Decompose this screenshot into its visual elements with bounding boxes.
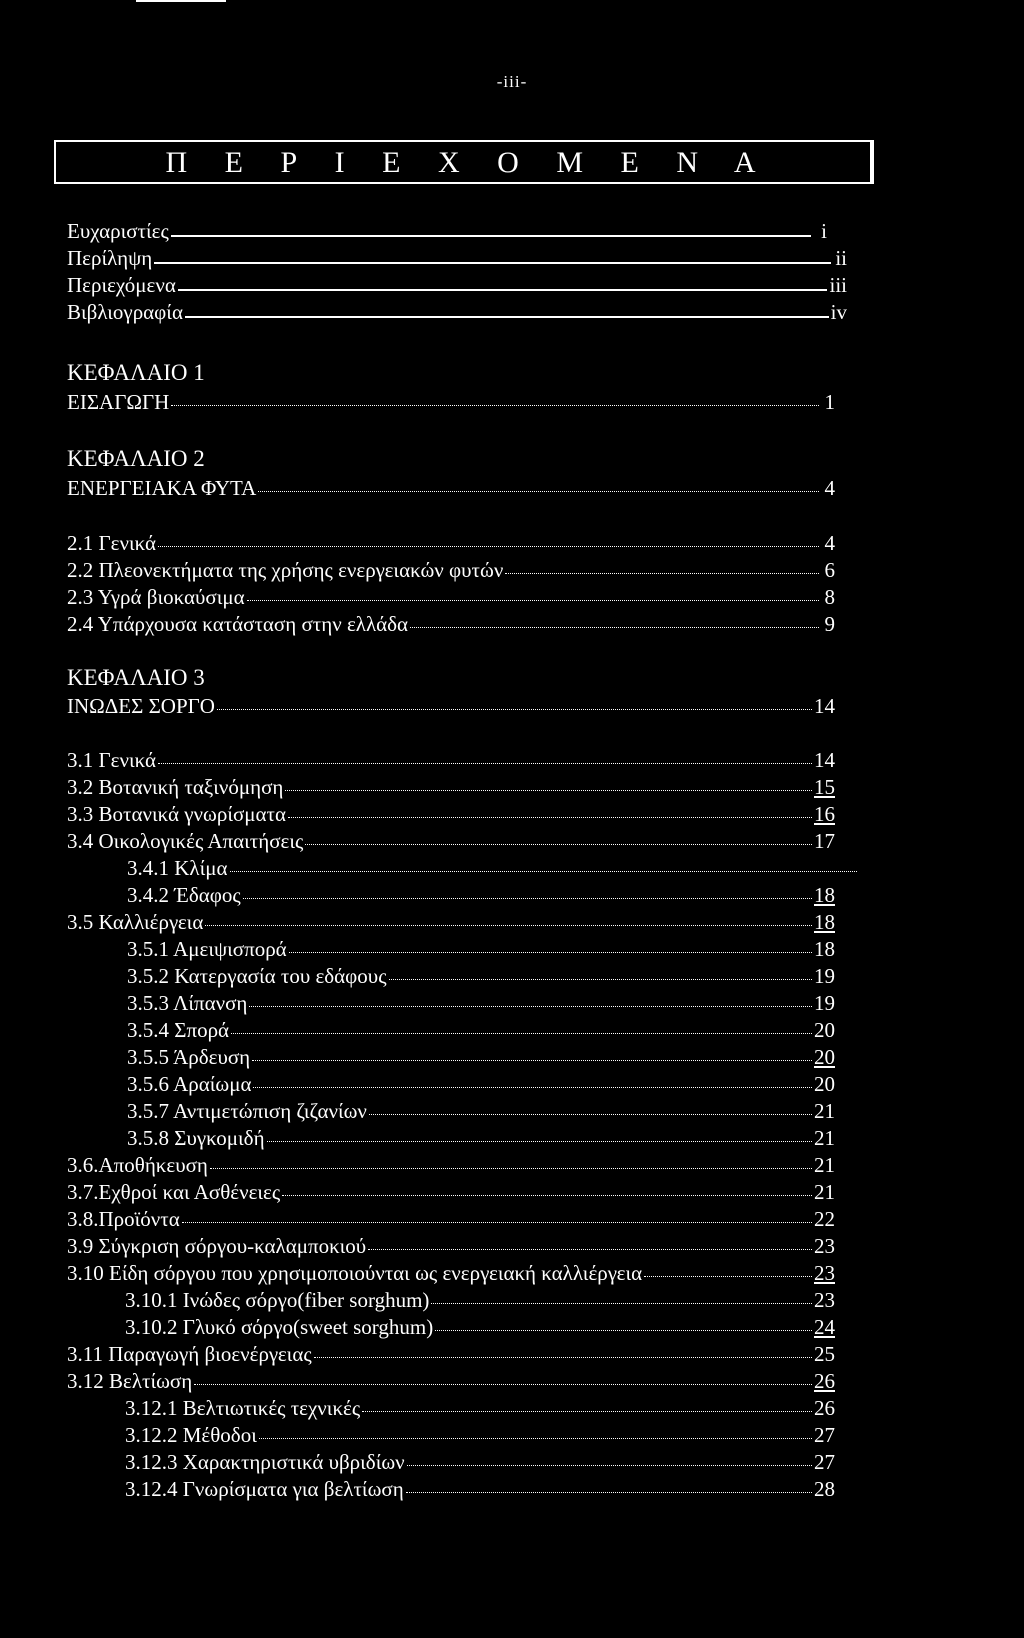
toc-entry-bibliography[interactable] [67, 299, 847, 325]
leader-line [389, 979, 812, 980]
leader-line [435, 1330, 812, 1331]
toc-entry-page: 4 [824, 476, 835, 500]
leader-line [205, 925, 812, 926]
leader-line [431, 1303, 812, 1304]
leader-line [158, 763, 812, 764]
toc-entry-subsection[interactable] [125, 1422, 835, 1448]
toc-entry-subsection[interactable] [127, 1071, 835, 1097]
toc-entry-section[interactable] [67, 1368, 835, 1394]
toc-entry-label: 3.5 Καλλιέργεια [67, 910, 204, 934]
toc-entry-label: 3.10.2 Γλυκό σόργο(sweet sorghum) [125, 1315, 434, 1339]
toc-entry-page: 20 [814, 1072, 835, 1096]
toc-entry-page: 22 [814, 1207, 835, 1231]
leader-line [210, 1168, 812, 1169]
leader-line [289, 952, 812, 953]
toc-entry-section[interactable] [67, 1206, 835, 1232]
leader-line [314, 1357, 812, 1358]
toc-entry-subsection[interactable] [125, 1287, 835, 1313]
toc-entry-page: 16 [814, 802, 835, 826]
toc-entry-page: 20 [814, 1045, 835, 1069]
leader-line [243, 898, 812, 899]
toc-entry-page: 21 [814, 1126, 835, 1150]
leader-line [253, 1087, 812, 1088]
toc-entry-page: 28 [814, 1477, 835, 1501]
toc-entry-page: 20 [814, 1018, 835, 1042]
toc-entry-label: Περιεχόμενα [67, 273, 176, 297]
toc-entry-page: ii [835, 246, 847, 270]
toc-entry-page: i [821, 219, 827, 243]
toc-entry-chapter-3[interactable] [67, 693, 835, 719]
toc-entry-subsection[interactable] [127, 990, 835, 1016]
toc-entry-subsection[interactable] [127, 963, 835, 989]
toc-entry-label: 3.5.7 Αντιμετώπιση ζιζανίων [127, 1099, 367, 1123]
leader-line [158, 546, 819, 547]
toc-entry-page: iii [829, 273, 847, 297]
leader-line [369, 1114, 812, 1115]
toc-entry-subsection[interactable] [125, 1395, 835, 1421]
toc-entry-section[interactable] [67, 1341, 835, 1367]
toc-entry-label: 3.5.4 Σπορά [127, 1018, 230, 1042]
chapter-heading: ΚΕΦΑΛΑΙΟ 1 [67, 360, 205, 385]
leader-line [362, 1411, 812, 1412]
leader-line [182, 1222, 812, 1223]
toc-entry-label: 3.5.8 Συγκομιδή [127, 1126, 265, 1150]
toc-entry-label: 3.5.6 Αραίωμα [127, 1072, 252, 1096]
toc-entry-page: 21 [814, 1099, 835, 1123]
leader-line [171, 405, 819, 406]
toc-entry-page: 19 [814, 991, 835, 1015]
toc-entry-page: 23 [814, 1288, 835, 1312]
toc-entry-section[interactable] [67, 747, 835, 773]
leader-line [407, 1465, 812, 1466]
toc-entry-subsection[interactable] [127, 936, 835, 962]
toc-entry-page: iv [830, 300, 847, 324]
toc-entry-label: 3.11 Παραγωγή βιοενέργειας [67, 1342, 312, 1366]
toc-entry-page: 8 [824, 585, 835, 609]
leader-line [178, 289, 828, 291]
toc-entry-page: 26 [814, 1396, 835, 1420]
toc-entry-section[interactable] [67, 584, 835, 610]
toc-entry-label: ΕΝΕΡΓΕΙΑΚΑ ΦΥΤΑ [67, 476, 257, 500]
toc-entry-section[interactable] [67, 530, 835, 556]
leader-line [368, 1249, 812, 1250]
toc-entry-label: 3.12.1 Βελτιωτικές τεχνικές [125, 1396, 361, 1420]
toc-entry-chapter-1[interactable] [67, 389, 835, 415]
toc-entry-page: 14 [814, 694, 835, 718]
toc-entry-label: ΕΙΣΑΓΩΓΗ [67, 390, 170, 414]
leader-line [249, 1006, 812, 1007]
toc-entry-page: 18 [814, 937, 835, 961]
toc-entry-section[interactable] [67, 557, 835, 583]
page-number: -iii- [496, 72, 528, 91]
leader-line [305, 844, 812, 845]
toc-entry-page: 23 [814, 1234, 835, 1258]
toc-entry-page: 27 [814, 1423, 835, 1447]
toc-entry-label: 3.5.2 Κατεργασία του εδάφους [127, 964, 387, 988]
toc-entry-label: 3.5.3 Λίπανση [127, 991, 248, 1015]
leader-line [185, 316, 829, 318]
toc-entry-subsection[interactable] [127, 1017, 835, 1043]
toc-entry-label: 2.4 Υπάρχουσα κατάσταση στην ελλάδα [67, 612, 409, 636]
toc-entry-acknowledgements[interactable] [67, 218, 827, 244]
toc-entry-page: 18 [814, 883, 835, 907]
toc-entry-label: 3.1 Γενικά [67, 748, 157, 772]
leader-line [194, 1384, 812, 1385]
toc-entry-page: 14 [814, 748, 835, 772]
toc-entry-section[interactable] [67, 611, 835, 637]
toc-entry-label: 3.9 Σύγκριση σόργου-καλαμποκιού [67, 1234, 367, 1258]
toc-entry-section[interactable] [67, 1179, 835, 1205]
leader-line [259, 1438, 812, 1439]
toc-entry-label: 2.3 Υγρά βιοκαύσιμα [67, 585, 245, 609]
leader-line [288, 817, 812, 818]
toc-entry-label: 3.12.2 Μέθοδοι [125, 1423, 257, 1447]
toc-entry-section[interactable] [67, 1260, 835, 1286]
toc-entry-label: 3.10 Είδη σόργου που χρησιμοποιούνται ως ενεργειακή καλλιέργεια [67, 1261, 643, 1285]
leader-line [230, 871, 857, 872]
leader-line [231, 1033, 812, 1034]
leader-line [252, 1060, 812, 1061]
toc-entry-label: 2.1 Γενικά [67, 531, 157, 555]
toc-entry-label: 3.12.3 Χαρακτηριστικά υβριδίων [125, 1450, 405, 1474]
toc-entry-label: 3.6.Αποθήκευση [67, 1153, 208, 1177]
toc-entry-page: 4 [824, 531, 835, 555]
leader-line [154, 262, 831, 264]
leader-line [258, 491, 819, 492]
toc-entry-label: 3.8.Προϊόντα [67, 1207, 180, 1231]
toc-entry-page: 19 [814, 964, 835, 988]
toc-entry-page: 25 [814, 1342, 835, 1366]
toc-entry-section[interactable] [67, 801, 835, 827]
toc-entry-label: ΙΝΩΔΕΣ ΣΟΡΓΟ [67, 694, 215, 718]
toc-entry-label: 3.7.Εχθροί και Ασθένειες [67, 1180, 281, 1204]
toc-entry-page: 9 [824, 612, 835, 636]
toc-entry-label: 3.12.4 Γνωρίσματα για βελτίωση [125, 1477, 404, 1501]
toc-entry-page: 17 [814, 829, 835, 853]
leader-line [247, 600, 819, 601]
toc-entry-abstract[interactable] [67, 245, 847, 271]
toc-entry-subsection[interactable] [127, 1125, 835, 1151]
toc-entry-label: 3.5.5 Άρδευση [127, 1045, 251, 1069]
leader-line [285, 790, 812, 791]
toc-entry-page: 1 [824, 390, 835, 414]
toc-entry-page: 21 [814, 1153, 835, 1177]
toc-entry-label: 3.4.2 Έδαφος [127, 883, 241, 907]
toc-entry-label: 3.2 Βοτανική ταξινόμηση [67, 775, 284, 799]
leader-line [644, 1276, 812, 1277]
toc-entry-label: Ευχαριστίες [67, 219, 169, 243]
page-title: Π Ε Ρ Ι Ε Χ Ο Μ Ε Ν Α [165, 146, 771, 179]
toc-entry-contents[interactable] [67, 272, 847, 298]
toc-entry-page: 24 [814, 1315, 835, 1339]
leader-line [267, 1141, 812, 1142]
table-of-contents [67, 0, 847, 1638]
toc-entry-section[interactable] [67, 1152, 835, 1178]
toc-entry-section[interactable] [67, 909, 835, 935]
toc-entry-label: 3.4.1 Κλίμα [127, 856, 228, 880]
toc-entry-section[interactable] [67, 828, 835, 854]
toc-entry-page: 27 [814, 1450, 835, 1474]
leader-line [406, 1492, 812, 1493]
toc-entry-label: 3.10.1 Ινώδες σόργο(fiber sorghum) [125, 1288, 430, 1312]
leader-line [410, 627, 819, 628]
toc-entry-label: 3.3 Βοτανικά γνωρίσματα [67, 802, 286, 826]
toc-entry-subsection[interactable] [127, 1044, 835, 1070]
toc-entry-label: 3.4 Οικολογικές Απαιτήσεις [67, 829, 304, 853]
toc-entry-label: 2.2 Πλεονεκτήματα της χρήσης ενεργειακών φυτών [67, 558, 504, 582]
leader-line [171, 235, 811, 237]
leader-line [282, 1195, 812, 1196]
toc-entry-page: 23 [814, 1261, 835, 1285]
chapter-heading: ΚΕΦΑΛΑΙΟ 2 [67, 446, 205, 471]
chapter-heading: ΚΕΦΑΛΑΙΟ 3 [67, 665, 205, 690]
toc-entry-page: 18 [814, 910, 835, 934]
toc-entry-label: 3.12 Βελτίωση [67, 1369, 193, 1393]
toc-entry-subsection[interactable] [125, 1314, 835, 1340]
toc-entry-label: Περίληψη [67, 246, 153, 270]
toc-entry-section[interactable] [67, 774, 835, 800]
toc-entry-label: 3.5.1 Αμειψισπορά [127, 937, 287, 961]
toc-entry-subsection[interactable] [125, 1449, 835, 1475]
toc-entry-chapter-2[interactable] [67, 475, 835, 501]
leader-line [217, 709, 812, 710]
toc-entry-page: 15 [814, 775, 835, 799]
leader-line [505, 573, 819, 574]
toc-entry-subsection[interactable] [125, 1476, 835, 1502]
toc-entry-page: 21 [814, 1180, 835, 1204]
toc-entry-subsection[interactable] [127, 855, 873, 881]
toc-entry-subsection[interactable] [127, 1098, 835, 1124]
toc-entry-page: 6 [824, 558, 835, 582]
toc-entry-label: Βιβλιογραφία [67, 300, 183, 324]
toc-entry-page: 26 [814, 1369, 835, 1393]
toc-entry-section[interactable] [67, 1233, 835, 1259]
toc-entry-subsection[interactable] [127, 882, 835, 908]
